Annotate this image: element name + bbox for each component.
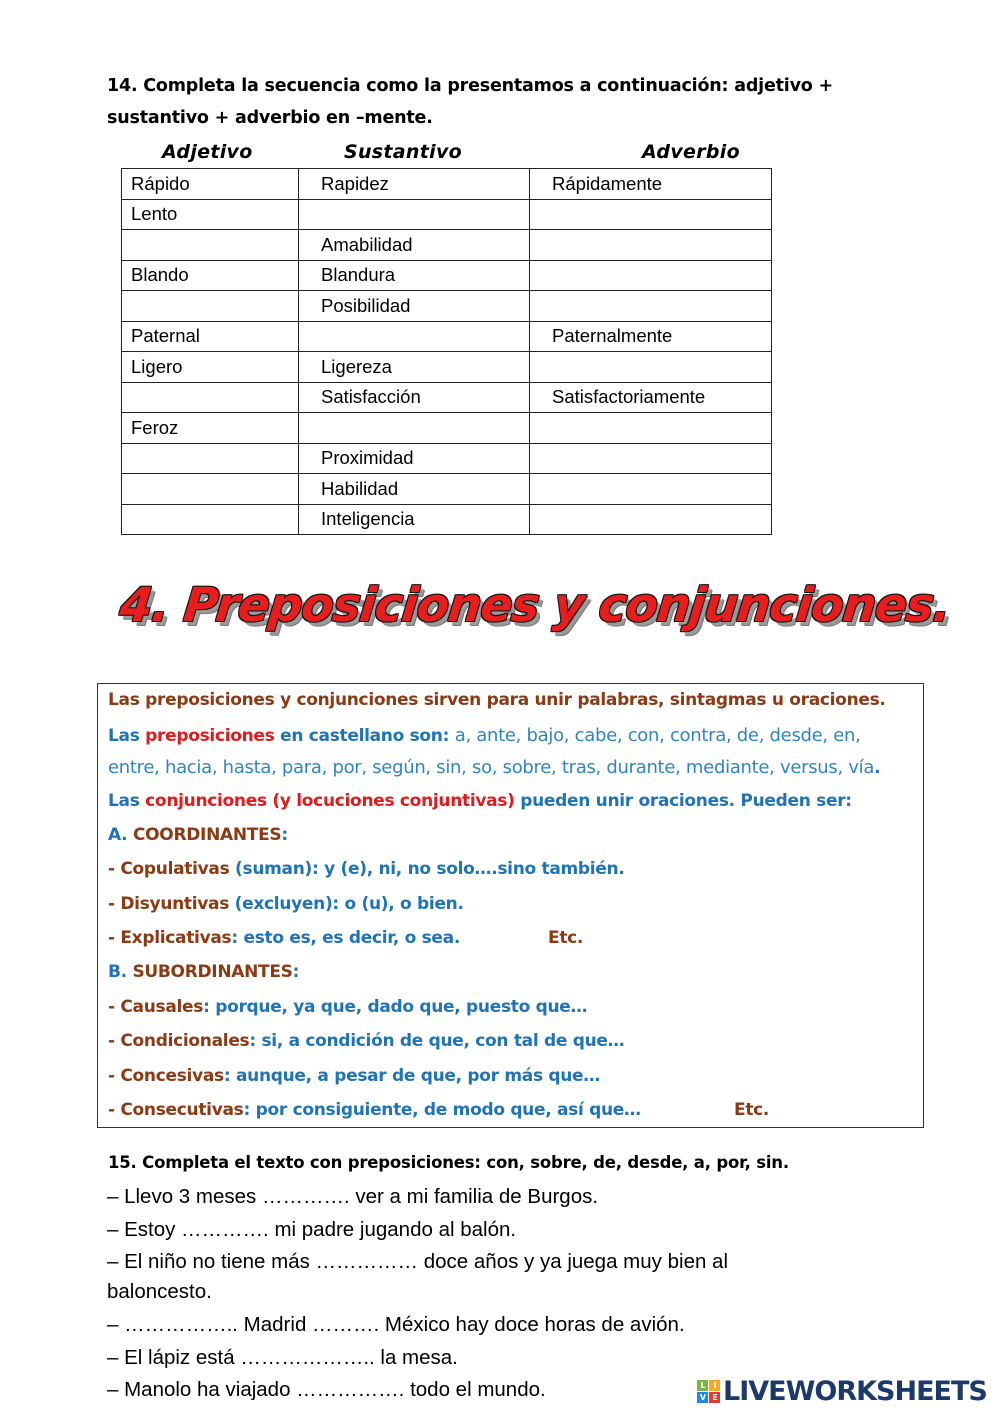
table-row <box>122 443 772 474</box>
exercise-14-instruction <box>107 70 867 134</box>
copulativas-line <box>108 859 625 879</box>
subordinantes-heading <box>108 962 299 982</box>
b-word: SUBORDINANTES <box>132 962 293 982</box>
liveworksheets-logo <box>697 1376 987 1407</box>
info-box <box>97 683 924 1128</box>
sentence-4: – …………….. Madrid ………. México hay doce horas de avión. <box>107 1313 685 1336</box>
sentence-6: – Manolo ha viajado ……………. todo el mundo. <box>107 1378 546 1401</box>
sustantivo-cell: Blandura <box>299 260 530 291</box>
section-4-title: 4. Preposiciones y conjunciones. <box>117 578 953 633</box>
adjetivo-cell: Blando <box>122 260 299 291</box>
etc-subordinantes: Etc. <box>734 1100 770 1120</box>
instruction-line-2: sustantivo + adverbio en –mente. <box>107 108 433 128</box>
adverbio-cell[interactable] <box>530 291 772 322</box>
table-row <box>122 169 772 200</box>
header-adjetivo: Adjetivo <box>162 141 253 163</box>
adjetivo-cell[interactable] <box>122 230 299 261</box>
consecutivas-examples: : por consiguiente, de modo que, así que… <box>243 1100 641 1120</box>
sustantivo-cell: Satisfacción <box>299 382 530 413</box>
logo-text: LIVEWORKSHEETS <box>723 1376 987 1407</box>
adverbio-cell[interactable] <box>530 260 772 291</box>
disyuntivas-line <box>108 894 464 914</box>
adverbio-cell[interactable] <box>530 504 772 535</box>
prepositions-line-1 <box>108 725 861 746</box>
condicionales-name: - Condicionales <box>108 1031 250 1051</box>
a-label: A. <box>108 825 128 845</box>
adjetivo-cell[interactable] <box>122 382 299 413</box>
causales-line <box>108 997 587 1017</box>
sustantivo-cell: Ligereza <box>299 352 530 383</box>
a-colon: : <box>281 825 288 845</box>
instruction-line-1: 14. Completa la secuencia como la presentamos a continuación: adjetivo + <box>107 76 833 96</box>
coordinantes-heading <box>108 825 288 845</box>
table-row <box>122 504 772 535</box>
adverbio-cell[interactable] <box>530 443 772 474</box>
explicativas-examples: : esto es, es decir, o sea. <box>231 928 460 948</box>
b-label: B. <box>108 962 127 982</box>
adverbio-cell[interactable] <box>530 474 772 505</box>
table-row <box>122 474 772 505</box>
header-sustantivo: Sustantivo <box>344 141 462 163</box>
conjunctions-line <box>108 791 852 811</box>
adjetivo-cell[interactable] <box>122 291 299 322</box>
table-row <box>122 413 772 444</box>
copulativas-name: - Copulativas <box>108 859 230 879</box>
copulativas-examples: : y (e), ni, no solo….sino también. <box>312 859 625 879</box>
table-row <box>122 291 772 322</box>
prep-list-1: a, ante, bajo, cabe, con, contra, de, desde, en, <box>454 725 861 746</box>
etc-coordinantes: Etc. <box>548 928 584 948</box>
prep-dot: . <box>874 758 881 778</box>
consecutivas-name: - Consecutivas <box>108 1100 244 1120</box>
table-row <box>122 230 772 261</box>
sustantivo-cell: Habilidad <box>299 474 530 505</box>
logo-tiles-icon <box>697 1380 720 1403</box>
disyuntivas-examples: : o (u), o bien. <box>332 894 464 914</box>
table-row <box>122 382 772 413</box>
concesivas-line <box>108 1066 600 1086</box>
adverbio-cell[interactable] <box>530 199 772 230</box>
adjetivo-cell: Feroz <box>122 413 299 444</box>
logo-tile: E <box>709 1392 720 1403</box>
condicionales-line <box>108 1031 624 1051</box>
table-row <box>122 260 772 291</box>
sentence-3: – El niño no tiene más …………… doce años y ya juega muy bien al baloncesto. <box>107 1250 729 1303</box>
table-row <box>122 321 772 352</box>
prep-rest: en castellano son: <box>280 726 450 746</box>
exercise-15-instruction: 15. Completa el texto con preposiciones: con, sobre, de, desde, a, por, sin. <box>108 1153 789 1172</box>
adjetivo-cell[interactable] <box>122 504 299 535</box>
conj-rest: pueden unir oraciones. Pueden ser: <box>520 791 852 811</box>
a-word: COORDINANTES <box>132 825 282 845</box>
adverbio-cell[interactable] <box>530 352 772 383</box>
b-colon: : <box>292 962 300 982</box>
explicativas-name: - Explicativas <box>108 928 232 948</box>
prep-list-2: entre, hacia, hasta, para, por, según, sin, so, sobre, tras, durante, mediante, versus, vía <box>108 757 875 778</box>
header-adverbio: Adverbio <box>642 141 740 163</box>
sentence-5: – El lápiz está ……………….. la mesa. <box>107 1346 458 1369</box>
explicativas-line <box>108 928 460 948</box>
adjetivo-cell: Lento <box>122 199 299 230</box>
adjetivo-cell: Paternal <box>122 321 299 352</box>
prep-word: preposiciones <box>145 726 275 746</box>
copulativas-note: (suman) <box>229 859 313 879</box>
conj-las: Las <box>108 791 140 811</box>
adjetivo-cell: Rápido <box>122 169 299 200</box>
adjetivo-cell: Ligero <box>122 352 299 383</box>
sentence-1: – Llevo 3 meses …………. ver a mi familia de Burgos. <box>107 1185 599 1208</box>
sustantivo-cell: Inteligencia <box>299 504 530 535</box>
adverbio-cell[interactable] <box>530 230 772 261</box>
word-table <box>121 168 772 535</box>
adverbio-cell: Paternalmente <box>530 321 772 352</box>
sustantivo-cell[interactable] <box>299 321 530 352</box>
table-row <box>122 199 772 230</box>
logo-tile: V <box>697 1392 708 1403</box>
adverbio-cell: Satisfactoriamente <box>530 382 772 413</box>
adverbio-cell[interactable] <box>530 413 772 444</box>
concesivas-name: - Concesivas <box>108 1066 224 1086</box>
sustantivo-cell[interactable] <box>299 199 530 230</box>
causales-examples: : porque, ya que, dado que, puesto que… <box>203 997 588 1017</box>
conj-word: conjunciones (y locuciones conjuntivas) <box>145 791 515 811</box>
table-row <box>122 352 772 383</box>
consecutivas-line <box>108 1100 641 1120</box>
logo-tile: I <box>709 1380 720 1391</box>
sustantivo-cell: Rapidez <box>299 169 530 200</box>
disyuntivas-note: (excluyen) <box>229 894 333 914</box>
concesivas-examples: : aunque, a pesar de que, por más que… <box>223 1066 600 1086</box>
logo-tile: L <box>697 1380 708 1391</box>
causales-name: - Causales <box>108 997 204 1017</box>
condicionales-examples: : si, a condición de que, con tal de que… <box>249 1031 625 1051</box>
disyuntivas-name: - Disyuntivas <box>108 894 230 914</box>
prep-las: Las <box>108 726 140 746</box>
sustantivo-cell[interactable] <box>299 413 530 444</box>
adjetivo-cell[interactable] <box>122 443 299 474</box>
sentence-2: – Estoy …………. mi padre jugando al balón. <box>107 1218 517 1241</box>
adverbio-cell: Rápidamente <box>530 169 772 200</box>
prepositions-line-2 <box>108 757 880 778</box>
adjetivo-cell[interactable] <box>122 474 299 505</box>
sustantivo-cell: Amabilidad <box>299 230 530 261</box>
sustantivo-cell: Proximidad <box>299 443 530 474</box>
intro-line: Las preposiciones y conjunciones sirven para unir palabras, sintagmas u oraciones. <box>108 690 886 710</box>
sustantivo-cell: Posibilidad <box>299 291 530 322</box>
